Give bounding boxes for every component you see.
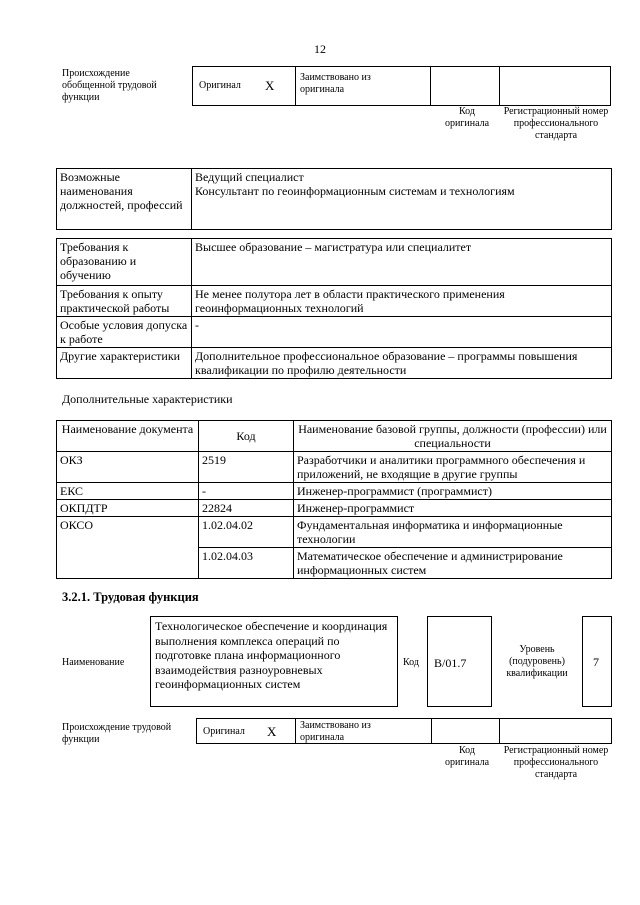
section-title: 3.2.1. Трудовая функция bbox=[62, 590, 199, 604]
function-code-label: Код bbox=[403, 657, 419, 668]
positions-label: Возможные наименования должностей, профессий bbox=[57, 169, 192, 230]
code-cell: - bbox=[199, 483, 294, 500]
reg-caption: Регистрационный номер профессионального стандарта bbox=[503, 745, 609, 780]
positions-table bbox=[56, 168, 612, 230]
name-cell: Разработчики и аналитики программного обеспечения и приложений, не входящие в другие группы bbox=[294, 452, 612, 483]
req-label: Требования к опыту практической работы bbox=[57, 286, 192, 317]
level-label: Уровень (подуровень) квалификации bbox=[506, 644, 568, 679]
origin-label: Происхождение трудовой функции bbox=[62, 722, 172, 745]
origin-borrowed-cell bbox=[295, 66, 431, 106]
doc-cell: ОКПДТР bbox=[57, 500, 199, 517]
table-row bbox=[57, 483, 612, 500]
origin-reg-cell bbox=[499, 66, 611, 106]
name-cell: Инженер-программист bbox=[294, 500, 612, 517]
code-caption: Код оригинала bbox=[444, 106, 490, 129]
doc-cell: ОКСО bbox=[57, 517, 199, 579]
req-value: Не менее полутора лет в области практического применения геоинформационных технологий bbox=[192, 286, 612, 317]
origin-borrowed-cell bbox=[295, 718, 432, 744]
original-label: Оригинал bbox=[203, 726, 245, 737]
borrowed-label: Заимствовано из оригинала bbox=[300, 72, 371, 95]
table-row bbox=[57, 500, 612, 517]
origin-original-cell bbox=[192, 66, 296, 106]
requirements-table bbox=[56, 238, 612, 379]
code-cell: 1.02.04.02 bbox=[199, 517, 294, 548]
positions-list bbox=[192, 169, 612, 230]
code-cell: 2519 bbox=[199, 452, 294, 483]
name-cell: Фундаментальная информатика и информационные технологии bbox=[294, 517, 612, 548]
table-row bbox=[57, 452, 612, 483]
name-cell: Математическое обеспечение и администрирование информационных систем bbox=[294, 548, 612, 579]
function-code-box bbox=[427, 616, 492, 707]
reg-caption: Регистрационный номер профессионального стандарта bbox=[503, 106, 609, 141]
name-cell: Инженер-программист (программист) bbox=[294, 483, 612, 500]
function-code: B/01.7 bbox=[434, 656, 467, 670]
function-name-box bbox=[150, 616, 398, 707]
name-label: Наименование bbox=[62, 657, 125, 668]
additional-title: Дополнительные характеристики bbox=[62, 392, 233, 406]
origin-reg-cell bbox=[499, 718, 612, 744]
req-value: - bbox=[192, 317, 612, 348]
origin-code-cell bbox=[431, 718, 500, 744]
position-item: Ведущий специалист bbox=[195, 170, 304, 184]
position-item: Консультант по геоинформационным системам и технологиям bbox=[195, 184, 515, 198]
doc-cell: ЕКС bbox=[57, 483, 199, 500]
origin-original-cell bbox=[196, 718, 296, 744]
level-box bbox=[582, 616, 612, 707]
req-label: Другие характеристики bbox=[57, 348, 192, 379]
req-label: Особые условия допуска к работе bbox=[57, 317, 192, 348]
original-mark: X bbox=[265, 78, 275, 93]
req-value: Дополнительное профессиональное образование – программы повышения квалификации по профилю деятельности bbox=[192, 348, 612, 379]
header-doc: Наименование документа bbox=[57, 421, 199, 452]
code-caption: Код оригинала bbox=[444, 745, 490, 768]
req-label: Требования к образованию и обучению bbox=[57, 239, 192, 286]
origin-label: Происхождение обобщенной трудовой функции bbox=[62, 68, 157, 103]
header-name: Наименование базовой группы, должности (профессии) или специальности bbox=[294, 421, 612, 452]
code-cell: 22824 bbox=[199, 500, 294, 517]
original-label: Оригинал bbox=[199, 80, 241, 91]
req-value: Высшее образование – магистратура или специалитет bbox=[192, 239, 612, 286]
origin-code-cell bbox=[430, 66, 500, 106]
table-row bbox=[57, 517, 612, 548]
page-number: 12 bbox=[314, 42, 326, 56]
borrowed-label: Заимствовано из оригинала bbox=[300, 720, 371, 743]
original-mark: X bbox=[267, 724, 277, 739]
header-code: Код bbox=[199, 421, 294, 452]
function-name: Технологическое обеспечение и координация выполнения комплекса операций по подготовке плана информационного взаимодействия разноуровневых геоинформационных систем bbox=[155, 619, 388, 691]
doc-cell: ОКЗ bbox=[57, 452, 199, 483]
level-value: 7 bbox=[593, 655, 599, 669]
additional-table bbox=[56, 420, 612, 579]
code-cell: 1.02.04.03 bbox=[199, 548, 294, 579]
